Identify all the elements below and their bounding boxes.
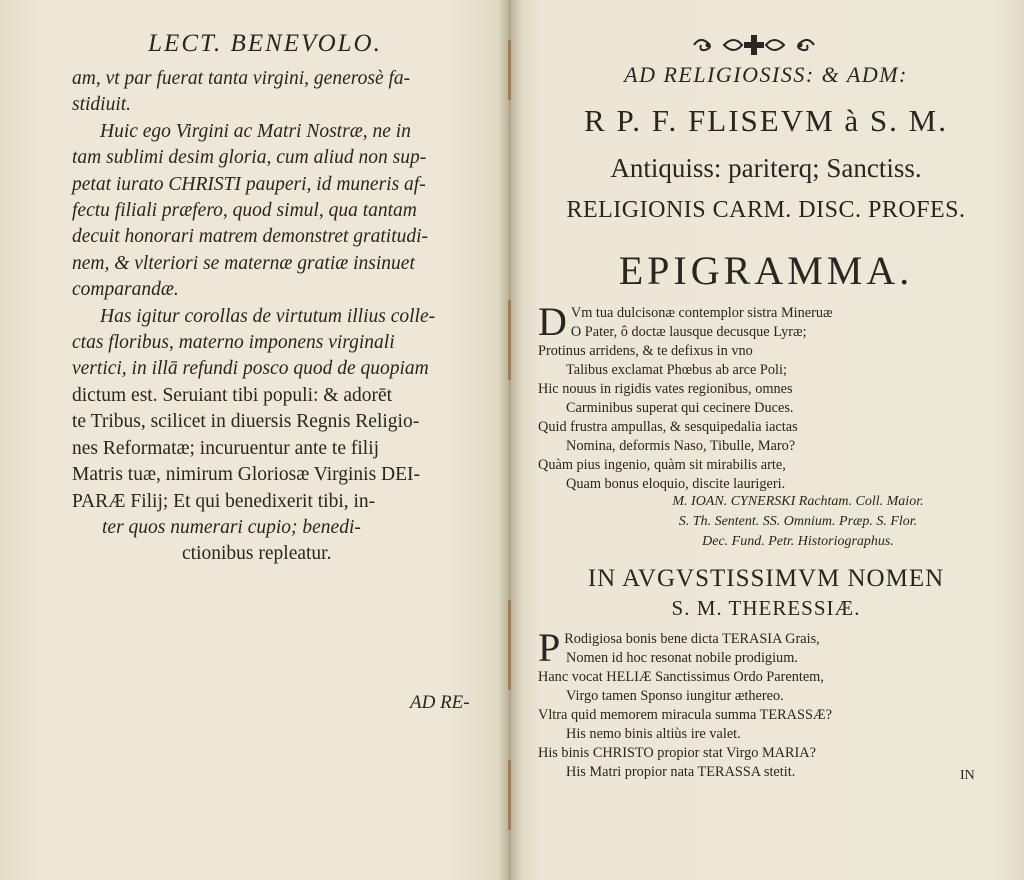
verse-line: Protinus arridens, & te defixus in vno <box>538 343 753 359</box>
text-line: Matris tuæ, nimirum Gloriosæ Virginis DEI- <box>72 464 421 486</box>
verse-text: Vm tua dulcisonæ contemplor sistra Mineruæ <box>570 305 833 321</box>
text-line: am, vt par fuerat tanta virgini, generosè fa- <box>72 68 411 89</box>
epigram-poem <box>538 299 1008 494</box>
signature-line: Dec. Fund. Petr. Historiographus. <box>702 534 894 549</box>
text-line: petat iurato CHRISTI pauperi, id muneris af- <box>72 173 426 195</box>
catchword-left: AD RE- <box>410 692 470 713</box>
binding-thread <box>508 40 511 100</box>
text-line: ter quos numerari cupio; benedi- <box>102 516 361 538</box>
dedicatee-name: R P. F. FLISEVM à S. M. <box>584 103 948 138</box>
name-poem <box>538 625 1008 782</box>
text-line: decuit honorari matrem demonstret gratitudi- <box>72 226 429 248</box>
poem-2-heading: IN AVGVSTISSIMVM NOMEN <box>587 565 945 592</box>
verse-line: Quam bonus eloquio, discite laurigeri. <box>566 476 786 492</box>
text-line: PARÆ Filij; Et qui benedixerit tibi, in- <box>72 490 376 512</box>
left-page <box>0 0 508 880</box>
text-line: stidiuit. <box>72 94 132 116</box>
text-line: nes Reformatæ; incuruentur ante te filij <box>72 437 380 459</box>
subtitle-1: Antiquiss: pariterq; Sanctiss. <box>610 153 922 183</box>
verse-line: Carminibus superat qui cecinere Duces. <box>566 400 794 416</box>
signature-block <box>588 492 1008 552</box>
book-gutter <box>498 0 522 880</box>
binding-thread <box>508 600 511 690</box>
verse-line: Vltra quid memorem miracula summa TERASSÆ? <box>538 707 832 723</box>
verse-line: His nemo binis altiùs ire valet. <box>566 726 741 742</box>
text-line: dictum est. Seruiant tibi populi: & adorēt <box>72 384 393 406</box>
text-line: Has igitur corollas de virtutum illius colle- <box>100 305 436 327</box>
dedication-line: AD RELIGIOSISS: & ADM: <box>624 62 908 87</box>
text-line: fectu filiali præfero, quod simul, qua tantam <box>72 200 417 222</box>
verse-line: Virgo tamen Sponso iungitur æthereo. <box>566 688 784 704</box>
verse-text: Rodigiosa bonis bene dicta TERASIA Grais, <box>564 631 820 647</box>
binding-thread <box>508 300 511 380</box>
drop-cap: D <box>538 299 567 344</box>
text-line: te Tribus, scilicet in diuersis Regnis Religio- <box>72 411 420 433</box>
right-page <box>508 0 1024 880</box>
text-line: ctas floribus, materno imponens virginali <box>72 332 395 354</box>
text-line: Huic ego Virgini ac Matri Nostræ, ne in <box>100 120 411 142</box>
verse-line: Hanc vocat HELIÆ Sanctissimus Ordo Parentem, <box>538 669 824 685</box>
drop-cap: P <box>538 625 561 670</box>
text-line: nem, & vlteriori se maternæ gratiæ insinuet <box>72 252 415 274</box>
text-line: tam sublimi desim gloria, cum aliud non sup- <box>72 147 427 169</box>
text-line: ctionibus repleatur. <box>182 543 332 565</box>
binding-thread <box>508 760 511 830</box>
text-line: comparandæ. <box>72 279 179 301</box>
verse-line: Nomen id hoc resonat nobile prodigium. <box>566 650 798 666</box>
signature-line: M. IOAN. CYNERSKI Rachtam. Coll. Maior. <box>672 494 924 509</box>
text-line: vertici, in illā refundi posco quod de quopiam <box>72 358 429 380</box>
verse-line: Nomina, deformis Naso, Tibulle, Maro? <box>566 438 796 454</box>
subtitle-2: RELIGIONIS CARM. DISC. PROFES. <box>566 197 966 223</box>
signature-line: S. Th. Sentent. SS. Omnium. Præp. S. Flor. <box>678 514 918 529</box>
left-body-text <box>72 66 502 568</box>
verse-line: Quid frustra ampullas, & sesquipedalia iactas <box>538 419 798 435</box>
verse-line: Quàm pius ingenio, quàm sit mirabilis arte, <box>538 457 786 473</box>
catchword-right: IN <box>960 768 975 783</box>
running-head: LECT. BENEVOLO. <box>148 30 382 57</box>
verse-line: O Pater, ô doctæ lausque decusque Lyræ; <box>570 324 807 340</box>
verse-line: His Matri propior nata TERASSA stetit. <box>566 764 796 780</box>
poem-2-subheading: S. M. THERESSIÆ. <box>671 596 861 620</box>
ornament-icon <box>684 32 824 58</box>
verse-line: His binis CHRISTO propior stat Virgo MARIA? <box>538 745 816 761</box>
verse-line: Talibus exclamat Phœbus ab arce Poli; <box>566 362 787 378</box>
verse-line: Hic nouus in rigidis vates regionibus, omnes <box>538 381 793 397</box>
epigram-heading: EPIGRAMMA. <box>618 248 914 293</box>
